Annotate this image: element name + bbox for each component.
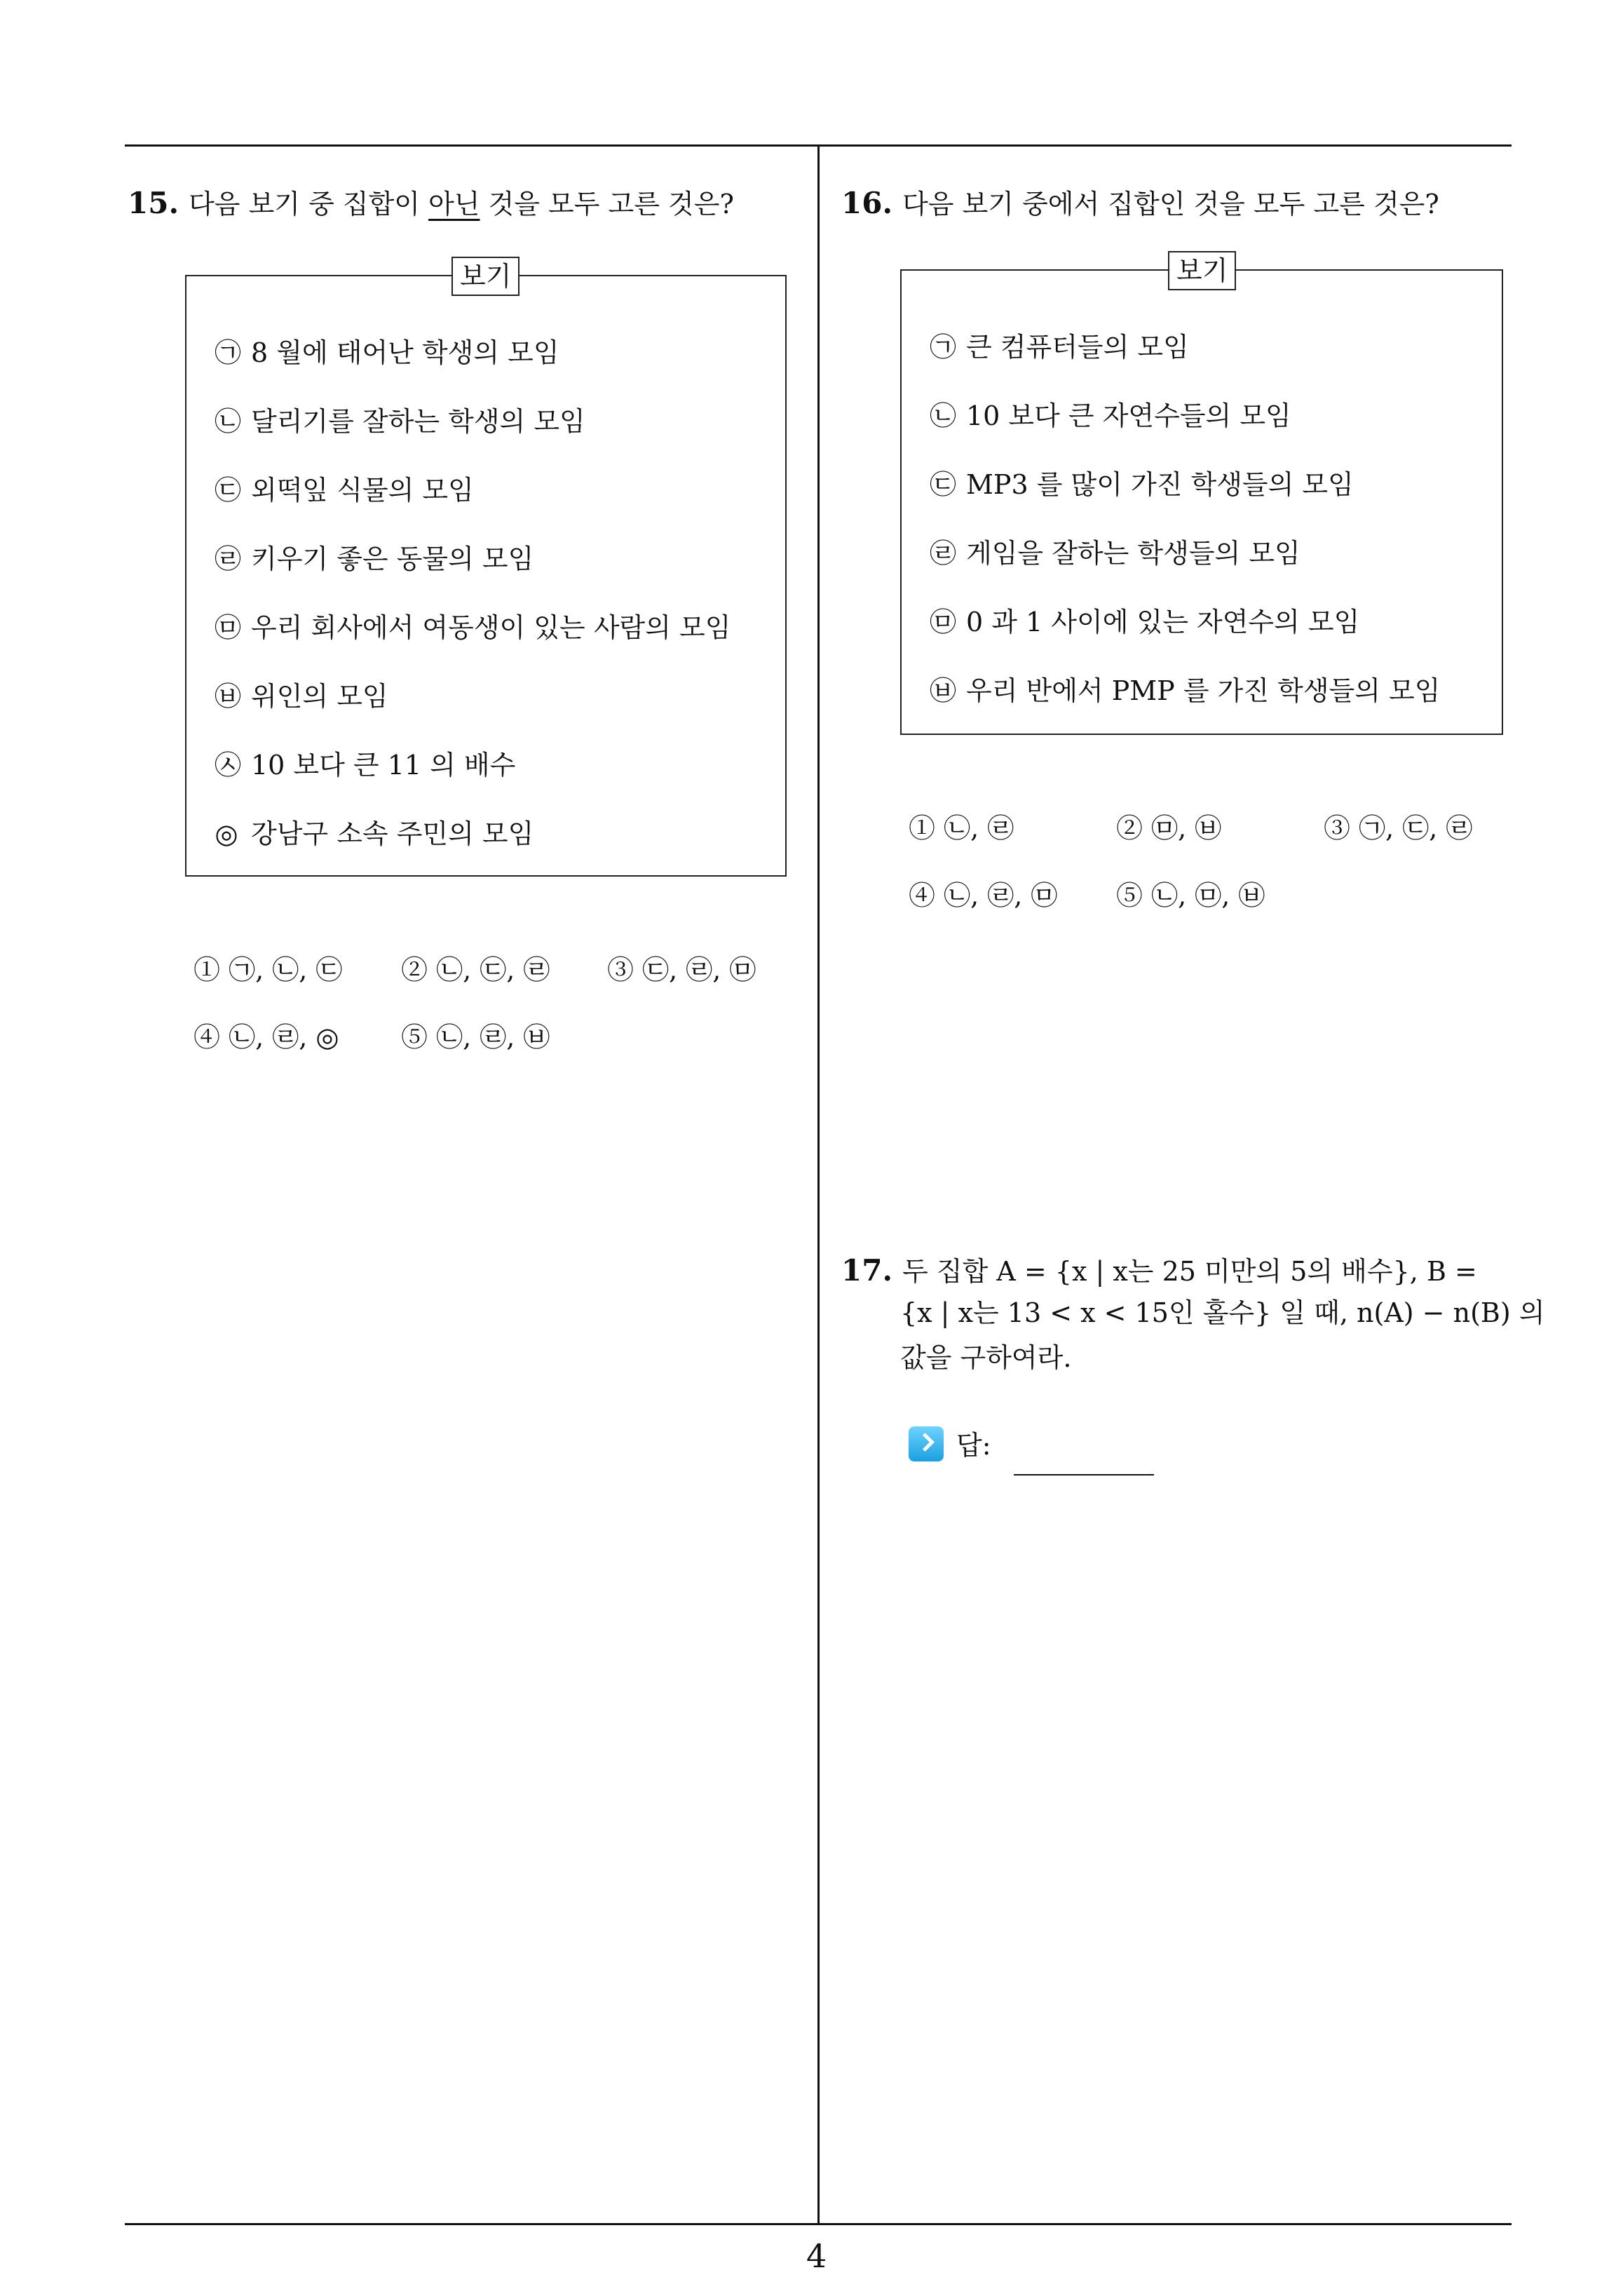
q15-item-marker: ㉤ — [215, 612, 242, 643]
q16-item — [930, 325, 1189, 364]
q16-item-text: 10 보다 큰 자연수들의 모임 — [966, 400, 1291, 431]
q17-number: 17. — [841, 1253, 893, 1288]
q16-choice-3[interactable]: ③ ㉠, ㉢, ㉣ — [1324, 813, 1473, 844]
q16-choice-4[interactable]: ④ ㉡, ㉣, ㉤ — [909, 880, 1058, 911]
q15-item-text: 10 보다 큰 11 의 배수 — [251, 750, 516, 781]
q15-item-marker: ㉠ — [215, 337, 242, 368]
q15-item — [215, 537, 534, 576]
q16-choice-1[interactable]: ① ㉡, ㉣ — [909, 813, 1014, 844]
q15-item — [215, 400, 585, 438]
q16-prompt — [841, 181, 1439, 225]
q15-item-marker: ◎ — [215, 818, 238, 849]
q16-item — [930, 669, 1440, 708]
q15-item-marker: ㉣ — [215, 543, 242, 574]
q15-item — [215, 812, 534, 851]
q15-item — [215, 468, 474, 507]
q16-item-marker: ㉡ — [930, 400, 957, 431]
q15-item — [215, 606, 731, 644]
q15-box-label: 보기 — [451, 257, 520, 296]
q15-choice-3[interactable]: ③ ㉢, ㉣, ㉤ — [607, 954, 756, 985]
q16-item — [930, 532, 1301, 570]
q16-item-marker: ㉠ — [930, 332, 957, 363]
q15-item-text: 키우기 좋은 동물의 모임 — [251, 543, 534, 574]
q16-number: 16. — [841, 186, 893, 220]
q17-answer-blank[interactable] — [1014, 1438, 1154, 1475]
q15-choice-4[interactable]: ④ ㉡, ㉣, ◎ — [193, 1022, 339, 1053]
q15-item-text: 우리 회사에서 여동생이 있는 사람의 모임 — [251, 612, 731, 643]
q15-item-text: 외떡잎 식물의 모임 — [251, 475, 474, 506]
q16-item-text: 0 과 1 사이에 있는 자연수의 모임 — [966, 607, 1360, 637]
page-number: 4 — [806, 2237, 827, 2275]
q16-item-text: 큰 컴퓨터들의 모임 — [966, 332, 1189, 363]
q16-item — [930, 600, 1359, 639]
q15-bogi-box — [185, 261, 787, 877]
q15-text-before: 다음 보기 중 집합이 — [189, 189, 429, 220]
q15-text-after: 것을 모두 고른 것은? — [480, 189, 734, 220]
q15-item-text: 강남구 소속 주민의 모임 — [251, 818, 534, 849]
q15-item — [215, 331, 559, 370]
q15-item-text: 위인의 모임 — [251, 681, 388, 712]
q15-item-marker: ㉥ — [215, 681, 242, 712]
q15-prompt — [128, 181, 734, 225]
q17-answer-label: 답: — [956, 1430, 991, 1461]
q16-item — [930, 463, 1354, 501]
q16-choice-5[interactable]: ⑤ ㉡, ㉤, ㉥ — [1116, 880, 1265, 911]
q15-text-underlined: 아닌 — [428, 189, 480, 220]
q15-item-text: 8 월에 태어난 학생의 모임 — [251, 337, 559, 368]
q16-item-text: MP3 를 많이 가진 학생들의 모임 — [966, 469, 1354, 500]
q17-line-2: {x | x는 13 < x < 15인 홀수} 일 때, n(A) − n(B) 의 — [900, 1297, 1545, 1328]
q17-line-1: 두 집합 A = {x | x는 25 미만의 5의 배수}, B = — [902, 1256, 1477, 1287]
answer-arrow-icon — [909, 1426, 944, 1461]
bottom-rule — [125, 2223, 1512, 2225]
q15-choice-2[interactable]: ② ㉡, ㉢, ㉣ — [401, 954, 550, 985]
q16-bogi-box — [900, 255, 1503, 735]
q16-choice-2[interactable]: ② ㉤, ㉥ — [1116, 813, 1222, 844]
q16-item-marker: ㉢ — [930, 469, 957, 500]
q15-item — [215, 675, 388, 713]
q16-item-marker: ㉤ — [930, 607, 957, 637]
q16-box-label: 보기 — [1168, 251, 1236, 290]
q15-item-marker: ㉦ — [215, 750, 242, 781]
q16-text: 다음 보기 중에서 집합인 것을 모두 고른 것은? — [902, 189, 1439, 220]
q17-prompt — [841, 1248, 1477, 1292]
column-divider — [817, 144, 820, 2224]
q15-item-marker: ㉡ — [215, 406, 242, 437]
q15-item — [215, 743, 515, 782]
q16-item-text: 게임을 잘하는 학생들의 모임 — [966, 538, 1301, 569]
q16-item — [930, 394, 1291, 433]
q15-item-marker: ㉢ — [215, 475, 242, 506]
q17-line-3: 값을 구하여라. — [900, 1342, 1072, 1373]
q15-choice-5[interactable]: ⑤ ㉡, ㉣, ㉥ — [401, 1022, 550, 1053]
q16-item-marker: ㉥ — [930, 675, 957, 706]
q15-number: 15. — [128, 186, 179, 220]
q16-item-text: 우리 반에서 PMP 를 가진 학생들의 모임 — [966, 675, 1441, 706]
q16-item-marker: ㉣ — [930, 538, 957, 569]
q15-item-text: 달리기를 잘하는 학생의 모임 — [251, 406, 585, 437]
q15-choice-1[interactable]: ① ㉠, ㉡, ㉢ — [193, 954, 343, 985]
